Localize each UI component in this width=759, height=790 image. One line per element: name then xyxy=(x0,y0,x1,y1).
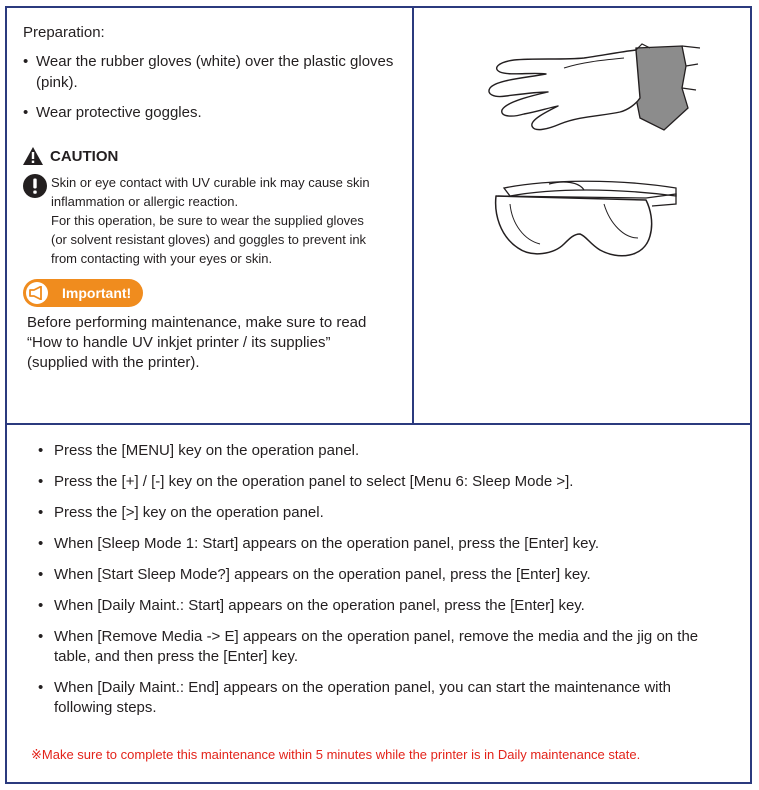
preparation-list xyxy=(23,51,408,123)
maintenance-note: ※Make sure to complete this maintenance within 5 minutes while the printer is in Daily maintenance state. xyxy=(31,747,641,762)
caution-line: Skin or eye contact with UV curable ink may cause skin xyxy=(51,175,370,190)
step-item: • When [Start Sleep Mode?] appears on the operation panel, press the [Enter] key. xyxy=(38,565,718,585)
preparation-item: • Wear the rubber gloves (white) over the plastic gloves (pink). xyxy=(23,51,408,93)
step-item: • When [Remove Media -> E] appears on the operation panel, remove the media and the jig on the table, and then press the [Enter] key. xyxy=(38,627,718,667)
step-item: • When [Daily Maint.: Start] appears on the operation panel, press the [Enter] key. xyxy=(38,596,718,616)
important-label: Important! xyxy=(62,285,132,301)
caution-body xyxy=(23,173,408,268)
preparation-panel xyxy=(23,22,408,373)
important-line: “How to handle UV inkjet printer / its supplies” xyxy=(27,334,331,351)
step-item: • Press the [>] key on the operation panel. xyxy=(38,503,718,523)
caution-line: For this operation, be sure to wear the supplied gloves xyxy=(51,213,364,228)
warning-triangle-icon xyxy=(23,147,43,165)
goggles-icon xyxy=(414,174,750,284)
important-line: (supplied with the printer). xyxy=(27,354,200,371)
important-line: Before performing maintenance, make sure to read xyxy=(27,314,367,331)
preparation-item: • Wear protective goggles. xyxy=(23,102,408,123)
document-frame xyxy=(5,6,752,784)
caution-line: (or solvent resistant gloves) and goggles to prevent ink xyxy=(51,232,367,247)
exclamation-circle-icon xyxy=(23,174,47,198)
step-item: • Press the [MENU] key on the operation panel. xyxy=(38,441,718,461)
step-item: • When [Daily Maint.: End] appears on the operation panel, you can start the maintenance with following steps. xyxy=(38,678,718,718)
important-badge xyxy=(23,279,143,307)
steps-list xyxy=(38,441,718,729)
illustration-panel xyxy=(414,8,750,423)
important-text xyxy=(23,313,408,373)
caution-line: from contacting with your eyes or skin. xyxy=(51,251,273,266)
top-section xyxy=(7,8,750,423)
preparation-title: Preparation: xyxy=(23,24,105,41)
caution-line: inflammation or allergic reaction. xyxy=(51,194,239,209)
megaphone-icon xyxy=(26,282,48,304)
step-item: • Press the [+] / [-] key on the operation panel to select [Menu 6: Sleep Mode >]. xyxy=(38,472,718,492)
caution-heading xyxy=(23,147,408,165)
caution-label: CAUTION xyxy=(50,147,119,165)
caution-text xyxy=(51,173,370,268)
glove-icon xyxy=(414,8,750,148)
step-item: • When [Sleep Mode 1: Start] appears on the operation panel, press the [Enter] key. xyxy=(38,534,718,554)
horizontal-divider xyxy=(7,423,750,425)
